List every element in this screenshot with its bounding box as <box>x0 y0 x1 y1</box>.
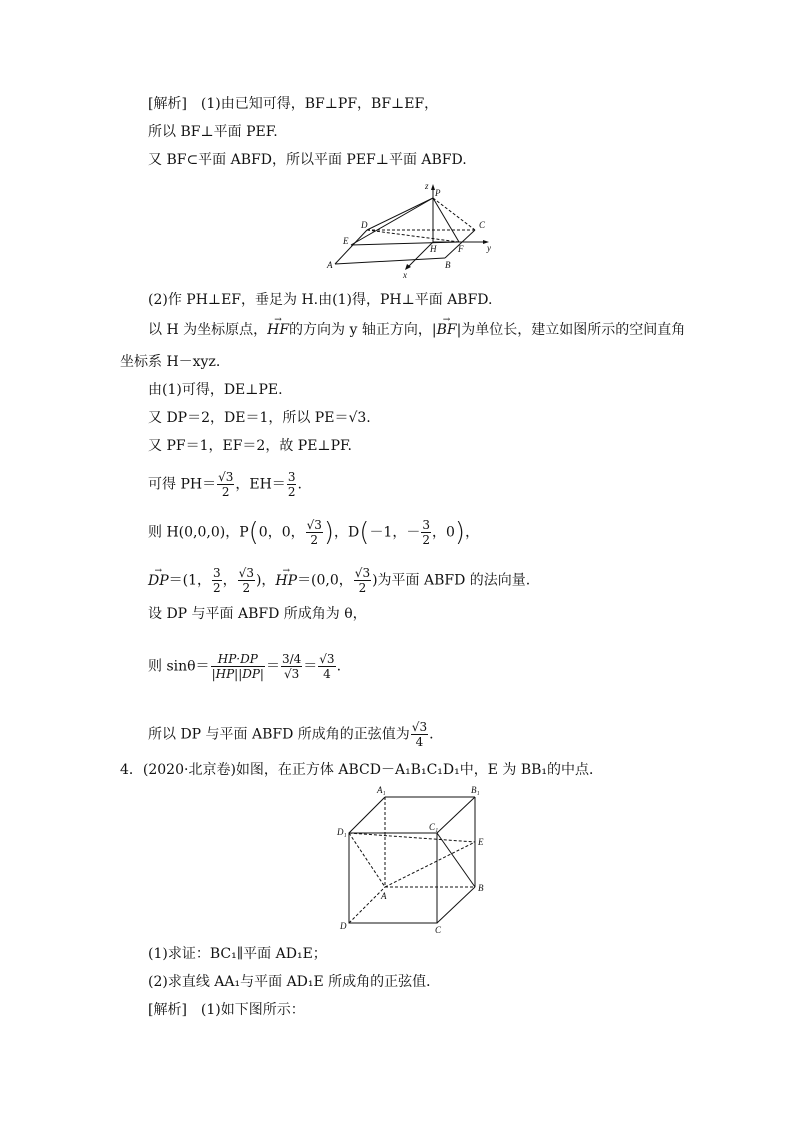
label-P: P <box>435 188 441 198</box>
analysis-line-2: 所以 BF⊥平面 PEF. <box>148 124 278 140</box>
label-D1: D₁ <box>337 827 347 837</box>
analysis-line-1: [解析] (1)由已知可得，BF⊥PF，BF⊥EF， <box>148 96 439 112</box>
part2-line-1: (2)作 PH⊥EF，垂足为 H.由(1)得，PH⊥平面 ABFD. <box>148 292 493 308</box>
analysis-line-3: 又 BF⊂平面 ABFD，所以平面 PEF⊥平面 ABFD. <box>148 152 467 168</box>
part2-line-12: 所以 DP 与平面 ABFD 所成角的正弦值为 $\frac{√3}{4}$ . <box>148 720 434 749</box>
label-B1: B₁ <box>471 785 480 795</box>
problem4-q2: (2)求直线 AA₁与平面 AD₁E 所成角的正弦值． <box>148 974 441 990</box>
part2-line-9: → DP＝(1， $\frac{3}{2}$ ， $\frac{√3}{2}$ )，→ HP＝(0,0， $\frac{√3}{2}$ )为平面 ABFD 的法向量. <box>148 566 530 595</box>
cube-figure <box>335 783 495 935</box>
part2-line-3: 坐标系 H－xyz. <box>120 354 221 370</box>
label-C: C <box>435 925 442 935</box>
label-E: E <box>478 837 484 847</box>
label-A1: A₁ <box>377 785 386 795</box>
label-F: F <box>458 244 464 254</box>
pyramid-figure <box>325 178 505 280</box>
label-x: x <box>403 270 407 280</box>
label-A: A <box>381 891 387 901</box>
part2-line-2: 以 H 为坐标原点，→ HF的方向为 y 轴正方向，|→ BF|为单位长，建立如图所示的空间直角 <box>148 320 685 340</box>
label-B: B <box>445 260 451 270</box>
label-B: B <box>478 883 484 893</box>
label-C: C <box>479 220 486 230</box>
label-C1: C₁ <box>429 822 439 832</box>
label-A: A <box>327 260 333 270</box>
label-H: H <box>430 244 437 254</box>
label-D: D <box>361 220 368 230</box>
label-z: z <box>425 181 429 191</box>
part2-line-7: 可得 PH＝ $\frac{√3}{2}$ ，EH＝ $\frac{3}{2}$ . <box>148 470 302 499</box>
part2-line-6: 又 PF＝1，EF＝2，故 PE⊥PF. <box>148 438 352 454</box>
problem4-title: 4．(2020·北京卷)如图，在正方体 ABCD－A₁B₁C₁D₁中，E 为 BB₁的中点． <box>120 762 604 778</box>
label-D: D <box>340 921 347 931</box>
part2-line-4: 由(1)可得，DE⊥PE. <box>148 382 283 398</box>
problem4-q1: (1)求证：BC₁∥平面 AD₁E； <box>148 946 327 962</box>
label-E: E <box>343 236 349 246</box>
part2-line-5: 又 DP＝2，DE＝1，所以 PE＝√3. <box>148 410 371 426</box>
part2-line-8: 则 H(0,0,0)，P(0，0， $\frac{√3}{2}$ )，D(－1，－ $\frac{3}{2}$ ，0)， <box>148 517 480 548</box>
part2-line-11: 则 sinθ＝ $\frac{HP\cdot DP}{|HP||DP|}$ ＝ $\frac{3/4}{√3}$ ＝ $\frac{√3}{4}$ . <box>148 652 342 681</box>
problem4-answer: [解析] (1)如下图所示： <box>148 1002 305 1018</box>
part2-line-10: 设 DP 与平面 ABFD 所成角为 θ， <box>148 606 367 622</box>
label-y: y <box>487 243 491 253</box>
